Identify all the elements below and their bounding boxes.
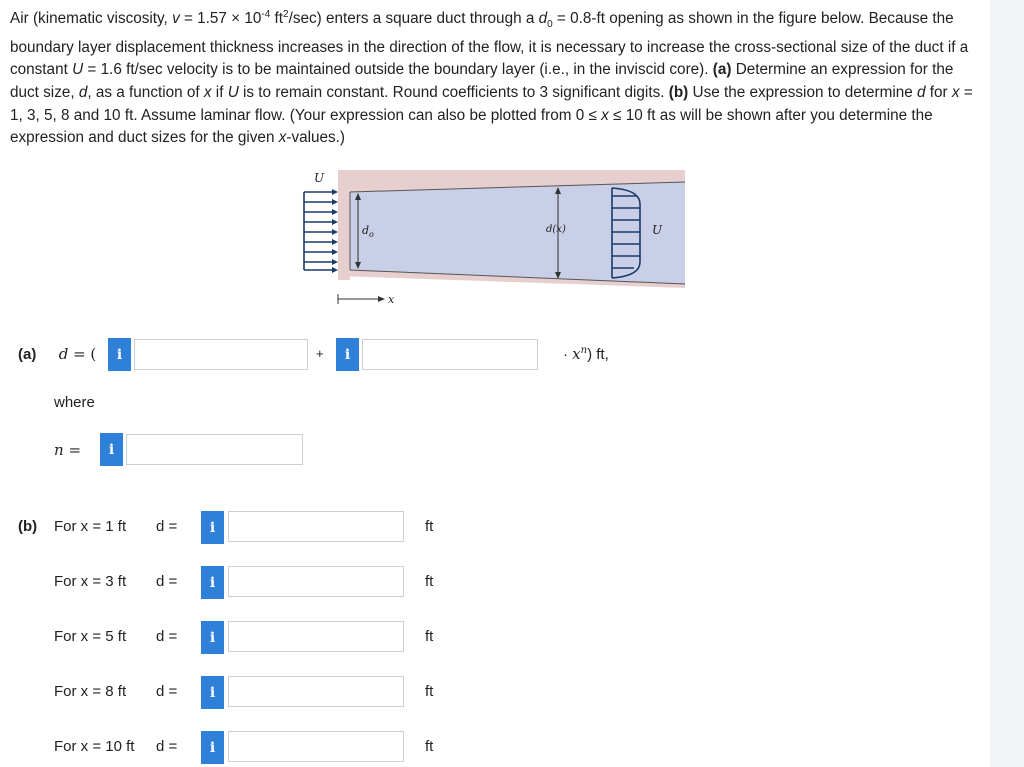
part-a-label: (a): [18, 346, 37, 363]
row-d-eq-x3: d =: [156, 573, 178, 590]
info-button-coef-1[interactable]: i: [108, 338, 131, 371]
inlet-wall: [338, 170, 350, 280]
row-label-x3: For x = 3 ft: [54, 573, 127, 590]
answer-field-x1[interactable]: [228, 511, 404, 542]
n-symbol: n: [54, 441, 64, 459]
answer-field-x5[interactable]: [228, 621, 404, 652]
answer-field-coef-1[interactable]: [134, 339, 308, 370]
part-a-tail: [563, 345, 609, 363]
row-label-x8: For x = 8 ft: [54, 683, 127, 700]
n-equation-label: [54, 441, 81, 459]
info-button-x5[interactable]: i: [201, 621, 224, 654]
info-button-x8[interactable]: i: [201, 676, 224, 709]
info-button-n[interactable]: i: [100, 433, 123, 466]
tail-unit: ) ft,: [587, 346, 609, 363]
info-button-x3[interactable]: i: [201, 566, 224, 599]
figure-d0-label: $d_o$: [362, 224, 374, 239]
row-d-eq-x10: d =: [156, 738, 178, 755]
figure-u-left: U: [314, 171, 325, 185]
answer-field-x3[interactable]: [228, 566, 404, 597]
unit-x5: ft: [425, 628, 434, 645]
answer-field-n[interactable]: [126, 434, 303, 465]
row-d-eq-x1: d =: [156, 518, 178, 535]
multiply-dot: ·: [563, 346, 568, 363]
duct-figure: [290, 164, 690, 314]
answer-field-coef-2[interactable]: [362, 339, 538, 370]
info-button-coef-2[interactable]: i: [336, 338, 359, 371]
answer-field-x10[interactable]: [228, 731, 404, 762]
tail-n-exponent: n: [580, 345, 588, 356]
part-a-eq-open: = (: [68, 345, 97, 363]
right-gutter: [990, 0, 1024, 767]
inlet-velocity-profile: [304, 192, 332, 270]
problem-statement: Air (kinematic viscosity, $v = 1.57 \times 10^{-4}$ $ft^2/\sec$) enters a square duct through a $d_0 = 0.8-ft$ opening as shown in the figure below. Because the boundary layer displacement thickness increases in the direction of the flow, it is necessary to increase the cross-sectional size of the duct if a constant U = 1.6 ft/sec velocity is to be maintained outside the boundary layer (i.e., in the inviscid core). (a) Determine an expression for the duct size, d, as a function of x if U is to remain constant. Round coefficients to 3 significant digits. (b) Use the expression to determine d for x = 1, 3, 5, 8 and 10 ft. Assume laminar flow. (Your expression can also be plotted from 0 ≤ x ≤ 10 ft as will be shown after you determine the expression and duct sizes for the given x-values.): [10, 9, 973, 147]
row-label-x5: For x = 5 ft: [54, 628, 127, 645]
tail-x-symbol: x: [572, 345, 581, 363]
unit-x3: ft: [425, 573, 434, 590]
row-d-eq-x5: d =: [156, 628, 178, 645]
part-a-d-symbol: d: [58, 345, 69, 363]
answer-field-x8[interactable]: [228, 676, 404, 707]
plus-sign: +: [316, 346, 324, 361]
row-label-x10: For x = 10 ft: [54, 738, 135, 755]
unit-x8: ft: [425, 683, 434, 700]
row-label-x1: For x = 1 ft: [54, 518, 127, 535]
where-label: where: [54, 394, 95, 411]
n-equals: =: [63, 441, 82, 459]
duct-interior: [350, 182, 685, 284]
unit-x10: ft: [425, 738, 434, 755]
figure-dx-label: d(x): [546, 224, 566, 235]
part-a-row: [18, 345, 96, 363]
part-b-label: (b): [18, 518, 38, 535]
info-button-x1[interactable]: i: [201, 511, 224, 544]
figure-u-right: U: [652, 223, 663, 237]
info-button-x10[interactable]: i: [201, 731, 224, 764]
row-d-eq-x8: d =: [156, 683, 178, 700]
unit-x1: ft: [425, 518, 434, 535]
figure-x-label: x: [388, 293, 395, 306]
